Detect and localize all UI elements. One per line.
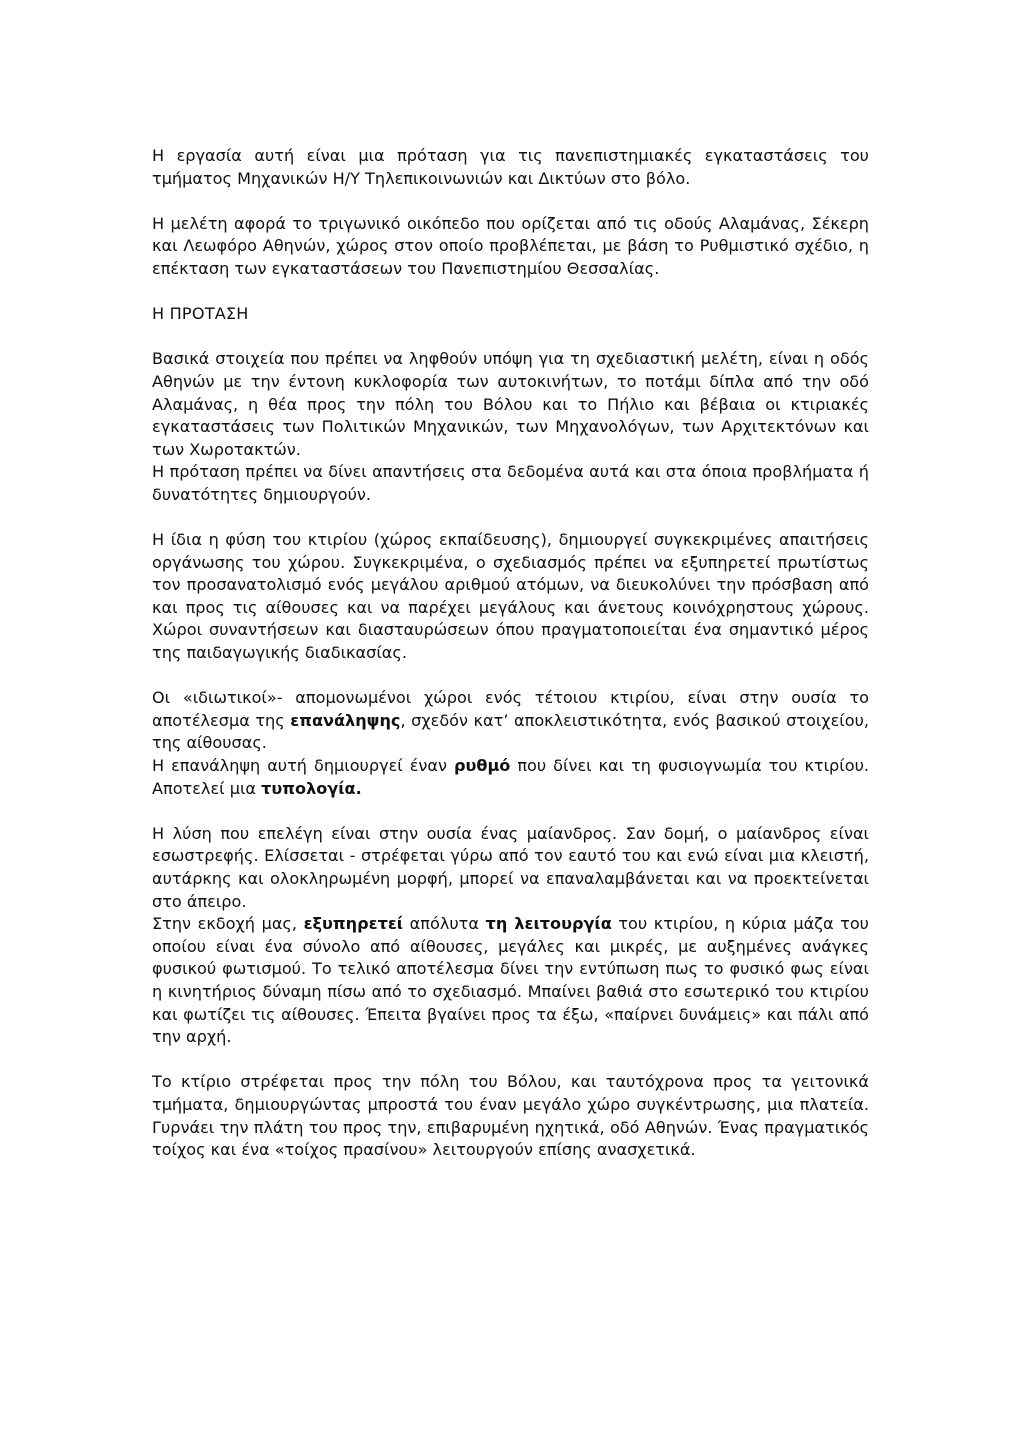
rhythm-paragraph bbox=[152, 755, 869, 800]
building-nature-paragraph: Η ίδια η φύση του κτιρίου (χώρος εκπαίδευσης), δημιουργεί συγκεκριμένες απαιτήσεις οργάνωσης του χώρου. Συγκεκριμένα, ο σχεδιασμός πρέπει να εξυπηρετεί πρωτίστως τον προσανατολισμό ενός μεγάλου αριθμού ατόμων, να διευκολύνει την πρόσβαση από και προς τις αίθουσες και να παρέχει μεγάλους και άνετους κοινόχρηστους χώρους. Χώροι συναντήσεων και διασταυρώσεων όπου πραγματοποιείται ένα σημαντικό μέρος της παιδαγωγικής διαδικασίας. bbox=[152, 530, 869, 663]
repetition-text-c: , σχεδόν κατ’ αποκλειστικότητα, ενός βασικού στοιχείου, της αίθουσας. bbox=[152, 710, 870, 753]
function-paragraph bbox=[152, 913, 869, 1049]
repetition-text-a: Οι «ιδιωτικοί»- απομονωμένοι χώροι ενός τέτοιου κτιρίου, είναι στην ουσία το αποτέλεσμα της bbox=[152, 688, 869, 730]
function-emphasis: τη λειτουργία bbox=[485, 914, 612, 934]
proposal-answers-paragraph: Η πρόταση πρέπει να δίνει απαντήσεις στα δεδομένα αυτά και στα όποια προβλήματα ή δυνατότητες δημιουργούν. bbox=[152, 462, 869, 504]
section-heading: Η ΠΡΟΤΑΣΗ bbox=[152, 304, 249, 324]
repetition-emphasis: επανάληψης bbox=[290, 710, 401, 730]
rhythm-text-c: που δίνει και τη φυσιογνωμία του κτιρίου. Αποτελεί μια bbox=[152, 756, 869, 798]
function-text-a: Στην εκδοχή μας, bbox=[152, 914, 304, 934]
intro-paragraph: Η εργασία αυτή είναι μια πρόταση για τις πανεπιστημιακές εγκαταστάσεις του τμήματος Μηχανικών Η/Υ Τηλεπικοινωνιών και Δικτύων στο βόλο. bbox=[152, 146, 869, 188]
rhythm-text-a: Η επανάληψη αυτή δημιουργεί έναν bbox=[152, 756, 454, 776]
meander-paragraph: Η λύση που επελέγη είναι στην ουσία ένας μαίανδρος. Σαν δομή, ο μαίανδρος είναι εσωστρεφής. Ελίσσεται - στρέφεται γύρω από τον εαυτό του και ενώ είναι μια κλειστή, αυτάρκης και ολοκληρωμένη μορφή, μπορεί να επαναλαμβάνεται και να προεκτείνεται στο άπειρο. bbox=[152, 823, 869, 911]
key-elements-paragraph: Βασικά στοιχεία που πρέπει να ληφθούν υπόψη για τη σχεδιαστική μελέτη, είναι η οδός Αθηνών με την έντονη κυκλοφορία των αυτοκινήτων, το ποτάμι δίπλα από την οδό Αλαμάνας, η θέα προς την πόλη του Βόλου και το Πήλιο και βέβαια οι κτιριακές εγκαταστάσεις των Πολιτικών Μηχανικών, των Μηχανολόγων, των Αρχιτεκτόνων και των Χωροτακτών. bbox=[152, 349, 869, 459]
function-text-c: απόλυτα bbox=[403, 914, 486, 934]
rhythm-emphasis: ρυθμό bbox=[454, 756, 511, 776]
typology-emphasis: τυπολογία. bbox=[261, 778, 362, 798]
orientation-paragraph: Το κτίριο στρέφεται προς την πόλη του Βόλου, και ταυτόχρονα προς τα γειτονικά τμήματα, δημιουργώντας μπροστά του έναν μεγάλο χώρο συγκέντρωσης, μια πλατεία. Γυρνάει την πλάτη του προς την, επιβαρυμένη ηχητικά, οδό Αθηνών. Ένας πραγματικός τοίχος και ένα «τοίχος πρασίνου» λειτουργούν επίσης ανασχετικά. bbox=[152, 1072, 869, 1160]
repetition-paragraph bbox=[152, 687, 869, 755]
serves-emphasis: εξυπηρετεί bbox=[303, 914, 404, 934]
document-page bbox=[152, 145, 869, 1184]
function-text-e: του κτιρίου, η κύρια μάζα του οποίου είναι ένα σύνολο από αίθουσες, μεγάλες και μικρές, με αυξημένες ανάγκες φυσικού φωτισμού. Το τελικό αποτέλεσμα δίνει την εντύπωση πως το φυσικό φως είναι η κινητήριος δύναμη πίσω από το σχεδιασμό. Μπαίνει βαθιά στο εσωτερικό του κτιρίου και φωτίζει τις αίθουσες. Έπειτα βγαίνει προς τα έξω, «παίρνει δυνάμεις» και πάλι από την αρχή. bbox=[152, 914, 869, 1047]
site-description-paragraph: Η μελέτη αφορά το τριγωνικό οικόπεδο που ορίζεται από τις οδούς Αλαμάνας, Σέκερη και Λεωφόρο Αθηνών, χώρος στον οποίο προβλέπεται, με βάση το Ρυθμιστικό σχέδιο, η επέκταση των εγκαταστάσεων του Πανεπιστημίου Θεσσαλίας. bbox=[152, 213, 869, 278]
